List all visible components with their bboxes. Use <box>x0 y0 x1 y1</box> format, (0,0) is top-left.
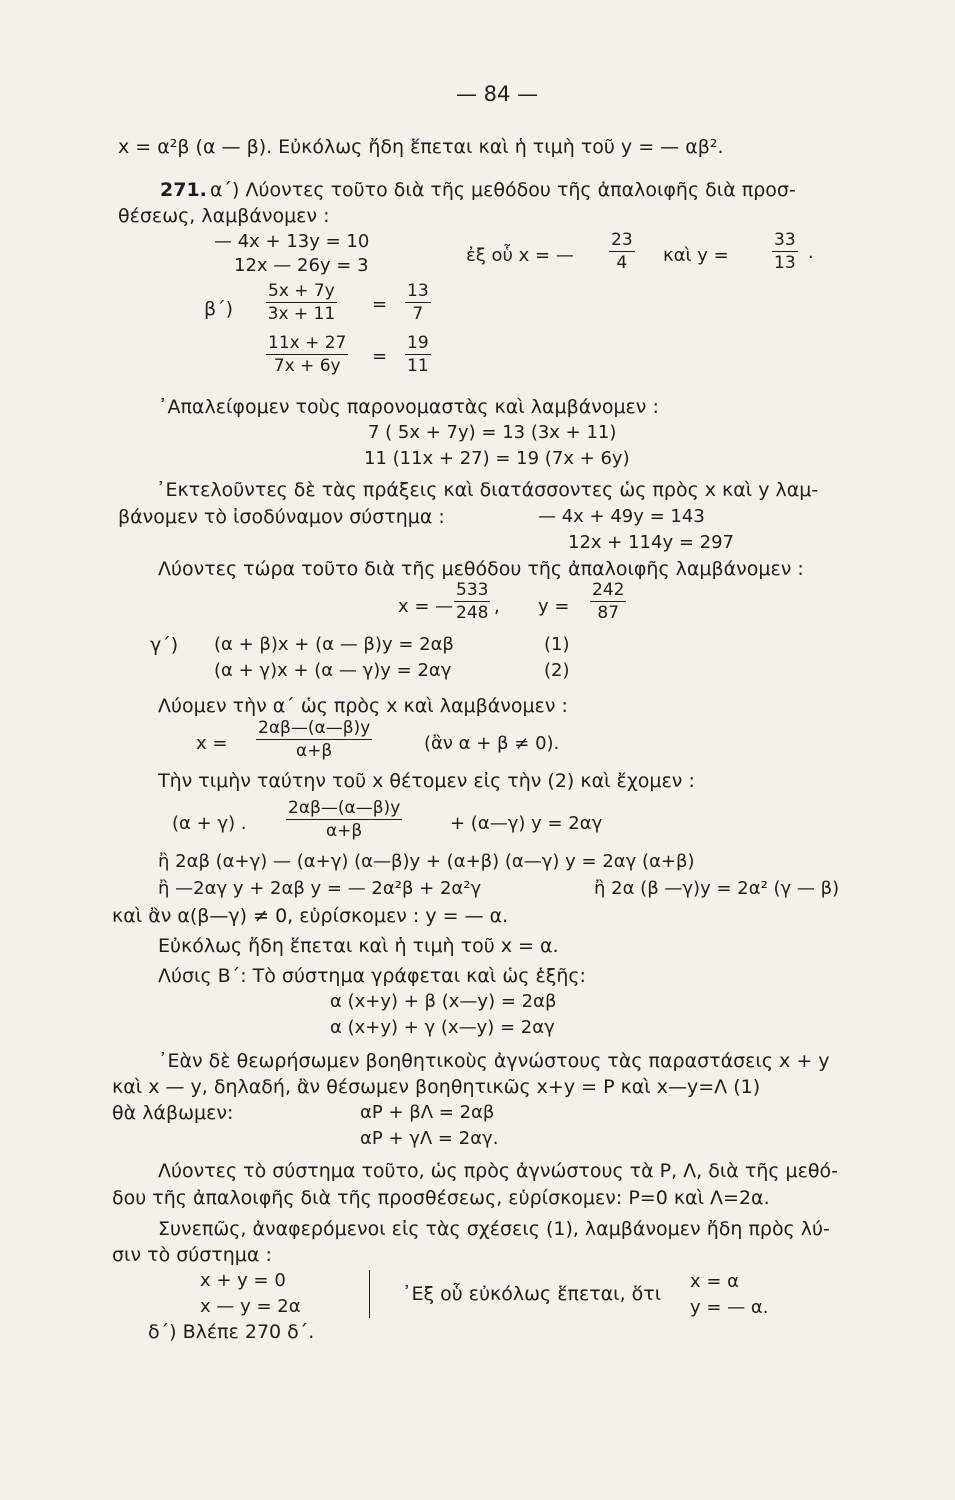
text-line: α΄) Λύοντες τοῦτο διὰ τῆς μεθόδου τῆς ἀπαλοιφῆς διὰ προσ- <box>210 179 796 201</box>
fraction-denominator: 13 <box>774 253 796 273</box>
equation: αP + βΛ = 2αβ <box>360 1102 495 1123</box>
text-line: καὶ x — y, δηλαδή, ἂν θέσωμεν βοηθητικῶς x+y = P καὶ x—y=Λ (1) <box>112 1076 761 1098</box>
part-label: β΄) <box>204 298 234 320</box>
equation: — 4x + 13y = 10 <box>214 231 370 252</box>
text-line: θέσεως, λαμβάνομεν : <box>118 205 330 227</box>
text-fragment: x = — <box>398 596 454 617</box>
vertical-rule <box>369 1270 370 1318</box>
fraction-numerator: 13 <box>407 281 429 301</box>
equation: α (x+y) + γ (x—y) = 2αγ <box>330 1017 555 1038</box>
punctuation: , <box>494 596 500 617</box>
fraction-numerator: 533 <box>456 580 489 600</box>
fraction <box>590 582 626 622</box>
fraction <box>609 232 635 272</box>
equation-number: (2) <box>544 660 570 681</box>
text-line: δ΄) Βλέπε 270 δ΄. <box>148 1321 315 1343</box>
equation: 7 ( 5x + 7y) = 13 (3x + 11) <box>368 422 617 443</box>
fraction-denominator: 248 <box>456 603 489 623</box>
equation-number: (1) <box>544 634 570 655</box>
text-line: Λύοντες τώρα τοῦτο διὰ τῆς μεθόδου τῆς ἀπαλοιφῆς λαμβάνομεν : <box>158 558 804 580</box>
text-line: Λύομεν τὴν α΄ ὡς πρὸς x καὶ λαμβάνομεν : <box>158 695 568 717</box>
equals-sign: = <box>372 294 388 315</box>
fraction-denominator: α+β <box>325 821 363 841</box>
fraction-numerator: 19 <box>407 333 429 353</box>
text-line: ᾿Απαλείφομεν τοὺς παρονομαστὰς καὶ λαμβάνομεν : <box>158 396 659 418</box>
equation: αP + γΛ = 2αγ. <box>360 1128 499 1149</box>
fraction-denominator: 87 <box>597 603 620 623</box>
equation: x = α <box>690 1271 740 1292</box>
equation: ἢ —2αγ y + 2αβ y = — 2α²β + 2α²γ <box>158 878 482 899</box>
text-line: x = α²β (α — β). Εὐκόλως ἤδη ἕπεται καὶ ἡ τιμὴ τοῦ y = — αβ². <box>118 136 724 158</box>
fraction-numerator: 23 <box>611 230 633 250</box>
equals-sign: = <box>372 346 388 367</box>
equation: 12x + 114y = 297 <box>568 532 734 553</box>
equation: ἢ 2αβ (α+γ) — (α+γ) (α—β)y + (α+β) (α—γ) y = 2αγ (α+β) <box>158 851 695 872</box>
fraction <box>454 582 490 622</box>
fraction <box>405 335 431 375</box>
equation: x — y = 2α <box>200 1296 301 1317</box>
equation: 11 (11x + 27) = 19 (7x + 6y) <box>364 448 630 469</box>
fraction <box>256 720 372 760</box>
text-fragment: θὰ λάβωμεν: <box>112 1102 234 1124</box>
fraction-denominator: 7x + 6y <box>273 356 341 376</box>
fraction-numerator: 2αβ—(α—β)y <box>258 718 371 738</box>
equation: α (x+y) + β (x—y) = 2αβ <box>330 991 557 1012</box>
punctuation: . <box>808 242 814 263</box>
text-line: βάνομεν τὸ ἰσοδύναμον σύστημα : <box>118 506 445 528</box>
equation: + (α—γ) y = 2αγ <box>450 813 603 834</box>
fraction-denominator: 4 <box>616 253 628 273</box>
fraction-denominator: 11 <box>407 356 429 376</box>
text-line: Λύοντες τὸ σύστημα τοῦτο, ὡς πρὸς ἀγνώστους τὰ P, Λ, διὰ τῆς μεθό- <box>158 1160 839 1182</box>
text-fragment: καὶ y = <box>663 245 729 266</box>
text-line: Λύσις Β΄: Τὸ σύστημα γράφεται καὶ ὡς ἑξῆς: <box>158 965 586 987</box>
fraction <box>266 335 348 375</box>
text-fragment: (α + γ) . <box>172 813 247 834</box>
text-line: Εὐκόλως ἤδη ἕπεται καὶ ἡ τιμὴ τοῦ x = α. <box>158 935 559 957</box>
equation: (α + β)x + (α — β)y = 2αβ <box>214 634 454 655</box>
fraction-denominator: 7 <box>412 304 424 324</box>
fraction-numerator: 2αβ—(α—β)y <box>288 798 401 818</box>
condition: (ἂν α + β ≠ 0). <box>424 733 560 754</box>
text-line: καὶ ἂν α(β—γ) ≠ 0, εὑρίσκομεν : y = — α. <box>112 905 509 927</box>
fraction-denominator: 3x + 11 <box>267 304 336 324</box>
equation: 12x — 26y = 3 <box>234 255 369 276</box>
text-line: ᾿Εὰν δὲ θεωρήσωμεν βοηθητικοὺς ἀγνώστους τὰς παραστάσεις x + y <box>158 1050 830 1072</box>
text-line: Συνεπῶς, ἀναφερόμενοι εἰς τὰς σχέσεις (1), λαμβάνομεν ἤδη πρὸς λύ- <box>158 1218 830 1240</box>
part-label: γ΄) <box>150 634 179 656</box>
fraction-numerator: 242 <box>592 580 625 600</box>
text-fragment: ᾿Εξ οὗ εὐκόλως ἕπεται, ὅτι <box>402 1283 662 1305</box>
equation: ἢ 2α (β —γ)y = 2α² (γ — β) <box>594 878 840 899</box>
fraction-numerator: 33 <box>774 230 796 250</box>
fraction-numerator: 11x + 27 <box>268 333 347 353</box>
equation: y = — α. <box>690 1297 769 1318</box>
text-fragment: x = <box>196 733 228 754</box>
page-number: — 84 — <box>456 82 539 106</box>
text-line: σιν τὸ σύστημα : <box>112 1244 272 1266</box>
equation: (α + γ)x + (α — γ)y = 2αγ <box>214 660 452 681</box>
fraction-numerator: 5x + 7y <box>268 281 335 301</box>
text-line: Τὴν τιμὴν ταύτην τοῦ x θέτομεν εἰς τὴν (2) καὶ ἔχομεν : <box>158 770 695 792</box>
fraction <box>405 283 431 323</box>
equation: x + y = 0 <box>200 1270 286 1291</box>
text-line: δου τῆς ἀπαλοιφῆς διὰ τῆς προσθέσεως, εὑρίσκομεν: P=0 καὶ Λ=2α. <box>112 1187 770 1209</box>
text-line: ᾿Εκτελοῦντες δὲ τὰς πράξεις καὶ διατάσσοντες ὡς πρὸς x καὶ y λαμ- <box>156 479 819 501</box>
fraction <box>266 283 337 323</box>
text-fragment: y = <box>538 596 570 617</box>
fraction <box>286 800 402 840</box>
exercise-number: 271. <box>160 179 207 201</box>
fraction <box>772 232 798 272</box>
equation: — 4x + 49y = 143 <box>538 506 705 527</box>
fraction-denominator: α+β <box>295 741 333 761</box>
text-fragment: ἐξ οὗ x = — <box>466 245 574 266</box>
